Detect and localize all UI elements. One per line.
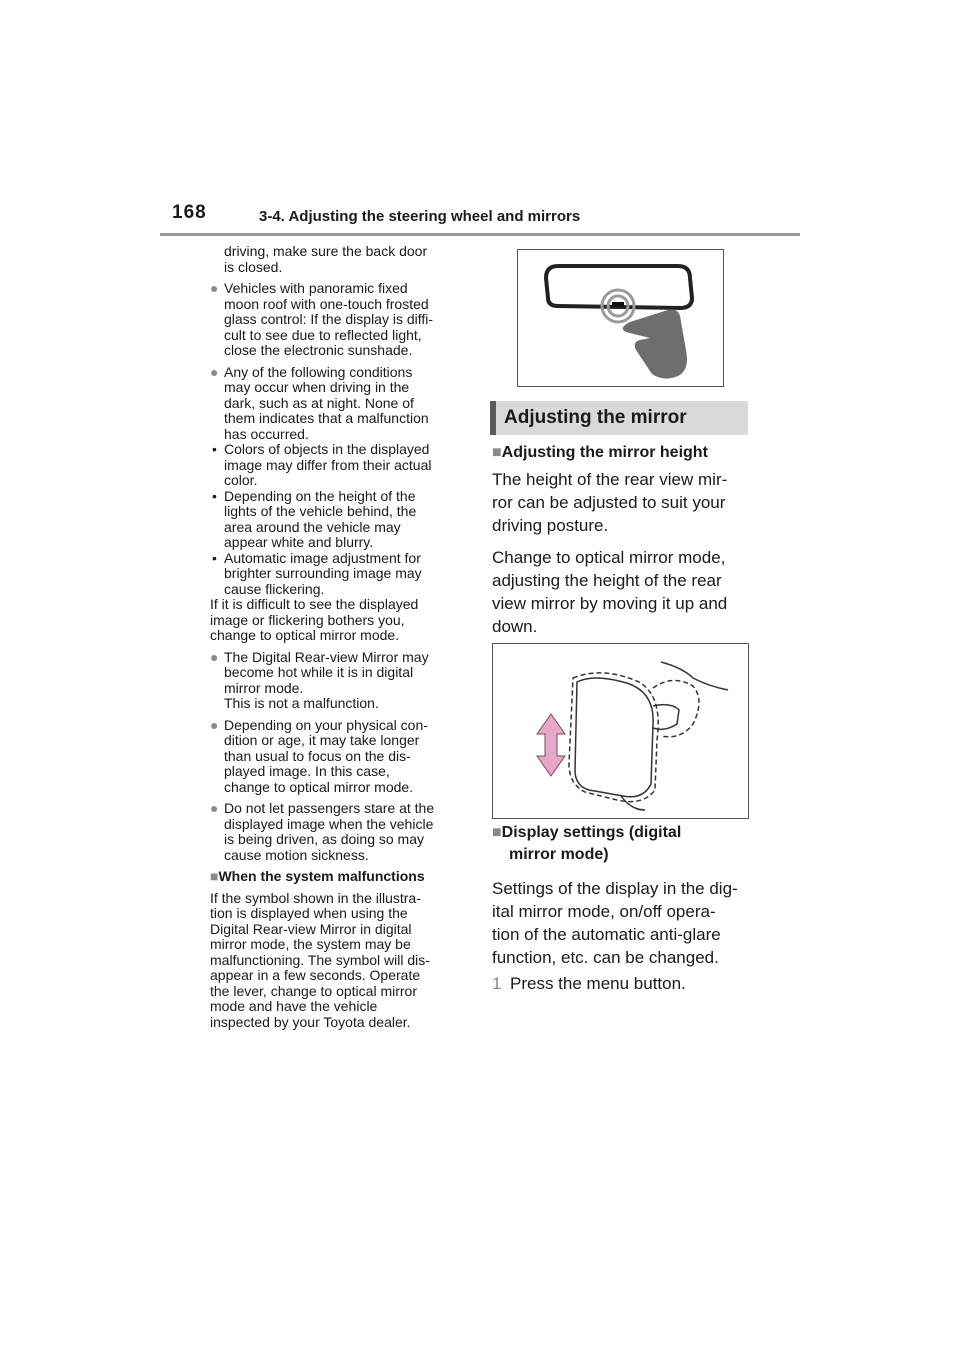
mirror-button-illustration <box>517 249 724 387</box>
mirror-body <box>575 678 653 797</box>
bullet-icon: ● <box>210 363 219 380</box>
bullet-icon: ● <box>210 648 219 665</box>
square-icon: ■ <box>492 824 502 841</box>
mount-arm <box>661 662 728 690</box>
continued-text <box>210 244 472 275</box>
mirror-outline <box>546 266 692 308</box>
subheading-display-settings: ■Display settings (digital mirror mode) <box>492 824 682 863</box>
bullet-icon: ● <box>210 716 219 733</box>
mount-bracket <box>653 680 699 736</box>
dash-icon: • <box>212 441 217 457</box>
bullet-item: ● Vehicles with panoramic fixed moon roof with one-touch frosted glass control: If the display is diffi- cult to see due to reflected light, close the electronic sunshade. <box>210 280 434 358</box>
dash-icon: • <box>212 549 217 566</box>
mirror-height-figure <box>493 644 748 818</box>
mirror-height-illustration <box>492 643 749 819</box>
bullet-icon: ● <box>210 280 219 296</box>
bullet-item: ● Do not let passengers stare at the displayed image when the vehicle is being driven, as doing so may cause motion sickness. <box>210 800 435 863</box>
subheading: ■When the system malfunctions <box>210 868 425 884</box>
heading-bar <box>490 401 496 435</box>
bullet-icon: ● <box>210 800 219 816</box>
bullet-item: ● Any of the following conditions may occur when driving in the dark, such as at night. None of them indicates that a malfunction has occurred. <box>210 363 429 442</box>
mirror-dashed-outline <box>569 673 658 802</box>
square-icon: ■ <box>210 868 219 884</box>
dash-item: • Automatic image adjustment for brighter surrounding image may cause flickering. <box>212 549 422 597</box>
menu-button-icon <box>612 302 624 307</box>
text-line: is closed. <box>224 258 283 275</box>
up-down-arrow-icon <box>537 714 565 776</box>
lever-icon <box>621 796 645 810</box>
dash-item: • Depending on the height of the lights of the vehicle behind, the area around the vehicle may appear white and blurry. <box>212 487 417 550</box>
dash-item: • Colors of objects in the displayed image may differ from their actual color. <box>212 441 432 488</box>
header-rule <box>160 233 800 236</box>
dash-icon: • <box>212 487 217 504</box>
page-number: 168 <box>172 202 207 223</box>
section-title: 3-4. Adjusting the steering wheel and mirrors <box>259 208 581 225</box>
section-heading <box>490 401 748 435</box>
step-number: 1 <box>492 974 502 993</box>
paragraph-mirror-height: The height of the rear view mir- ror can be adjusted to suit your driving posture. Change to optical mirror mode, adjusting the height of the rear view mirror by moving it up and down. <box>492 470 728 636</box>
hand-icon <box>623 310 687 379</box>
paragraph-display-settings: Settings of the display in the dig- ital mirror mode, on/off opera- tion of the automatic anti-glare function, etc. can be changed. 1 Press the menu button. <box>492 877 750 995</box>
square-icon: ■ <box>492 444 502 461</box>
bullet-item: ● Depending on your physical con- dition or age, it may take longer than usual to focus on the dis- played image. In this case, change to optical mirror mode. <box>210 716 428 795</box>
paragraph: If the symbol shown in the illustra- tion is displayed when using the Digital Rear-view Mirror in digital mirror mode, the system may be malfunctioning. The symbol will dis- appear in a few seconds. Operate the lever, change to optical mirror mode and have the vehicle inspected by your Toyota dealer. <box>210 889 430 1030</box>
bullet-item: ● The Digital Rear-view Mirror may become hot while it is in digital mirror mode. This is not a malfunction. <box>210 648 429 711</box>
heading-text: Adjusting the mirror <box>504 407 687 428</box>
step-item: 1 Press the menu button. <box>492 974 686 993</box>
text-line: driving, make sure the back door <box>224 243 428 259</box>
note-text: If it is difficult to see the displayed image or flickering bothers you, change to optical mirror mode. <box>210 596 419 643</box>
mirror-press-figure <box>518 250 723 386</box>
left-column <box>210 244 472 1030</box>
subheading-mirror-height: ■Adjusting the mirror height <box>492 444 708 461</box>
